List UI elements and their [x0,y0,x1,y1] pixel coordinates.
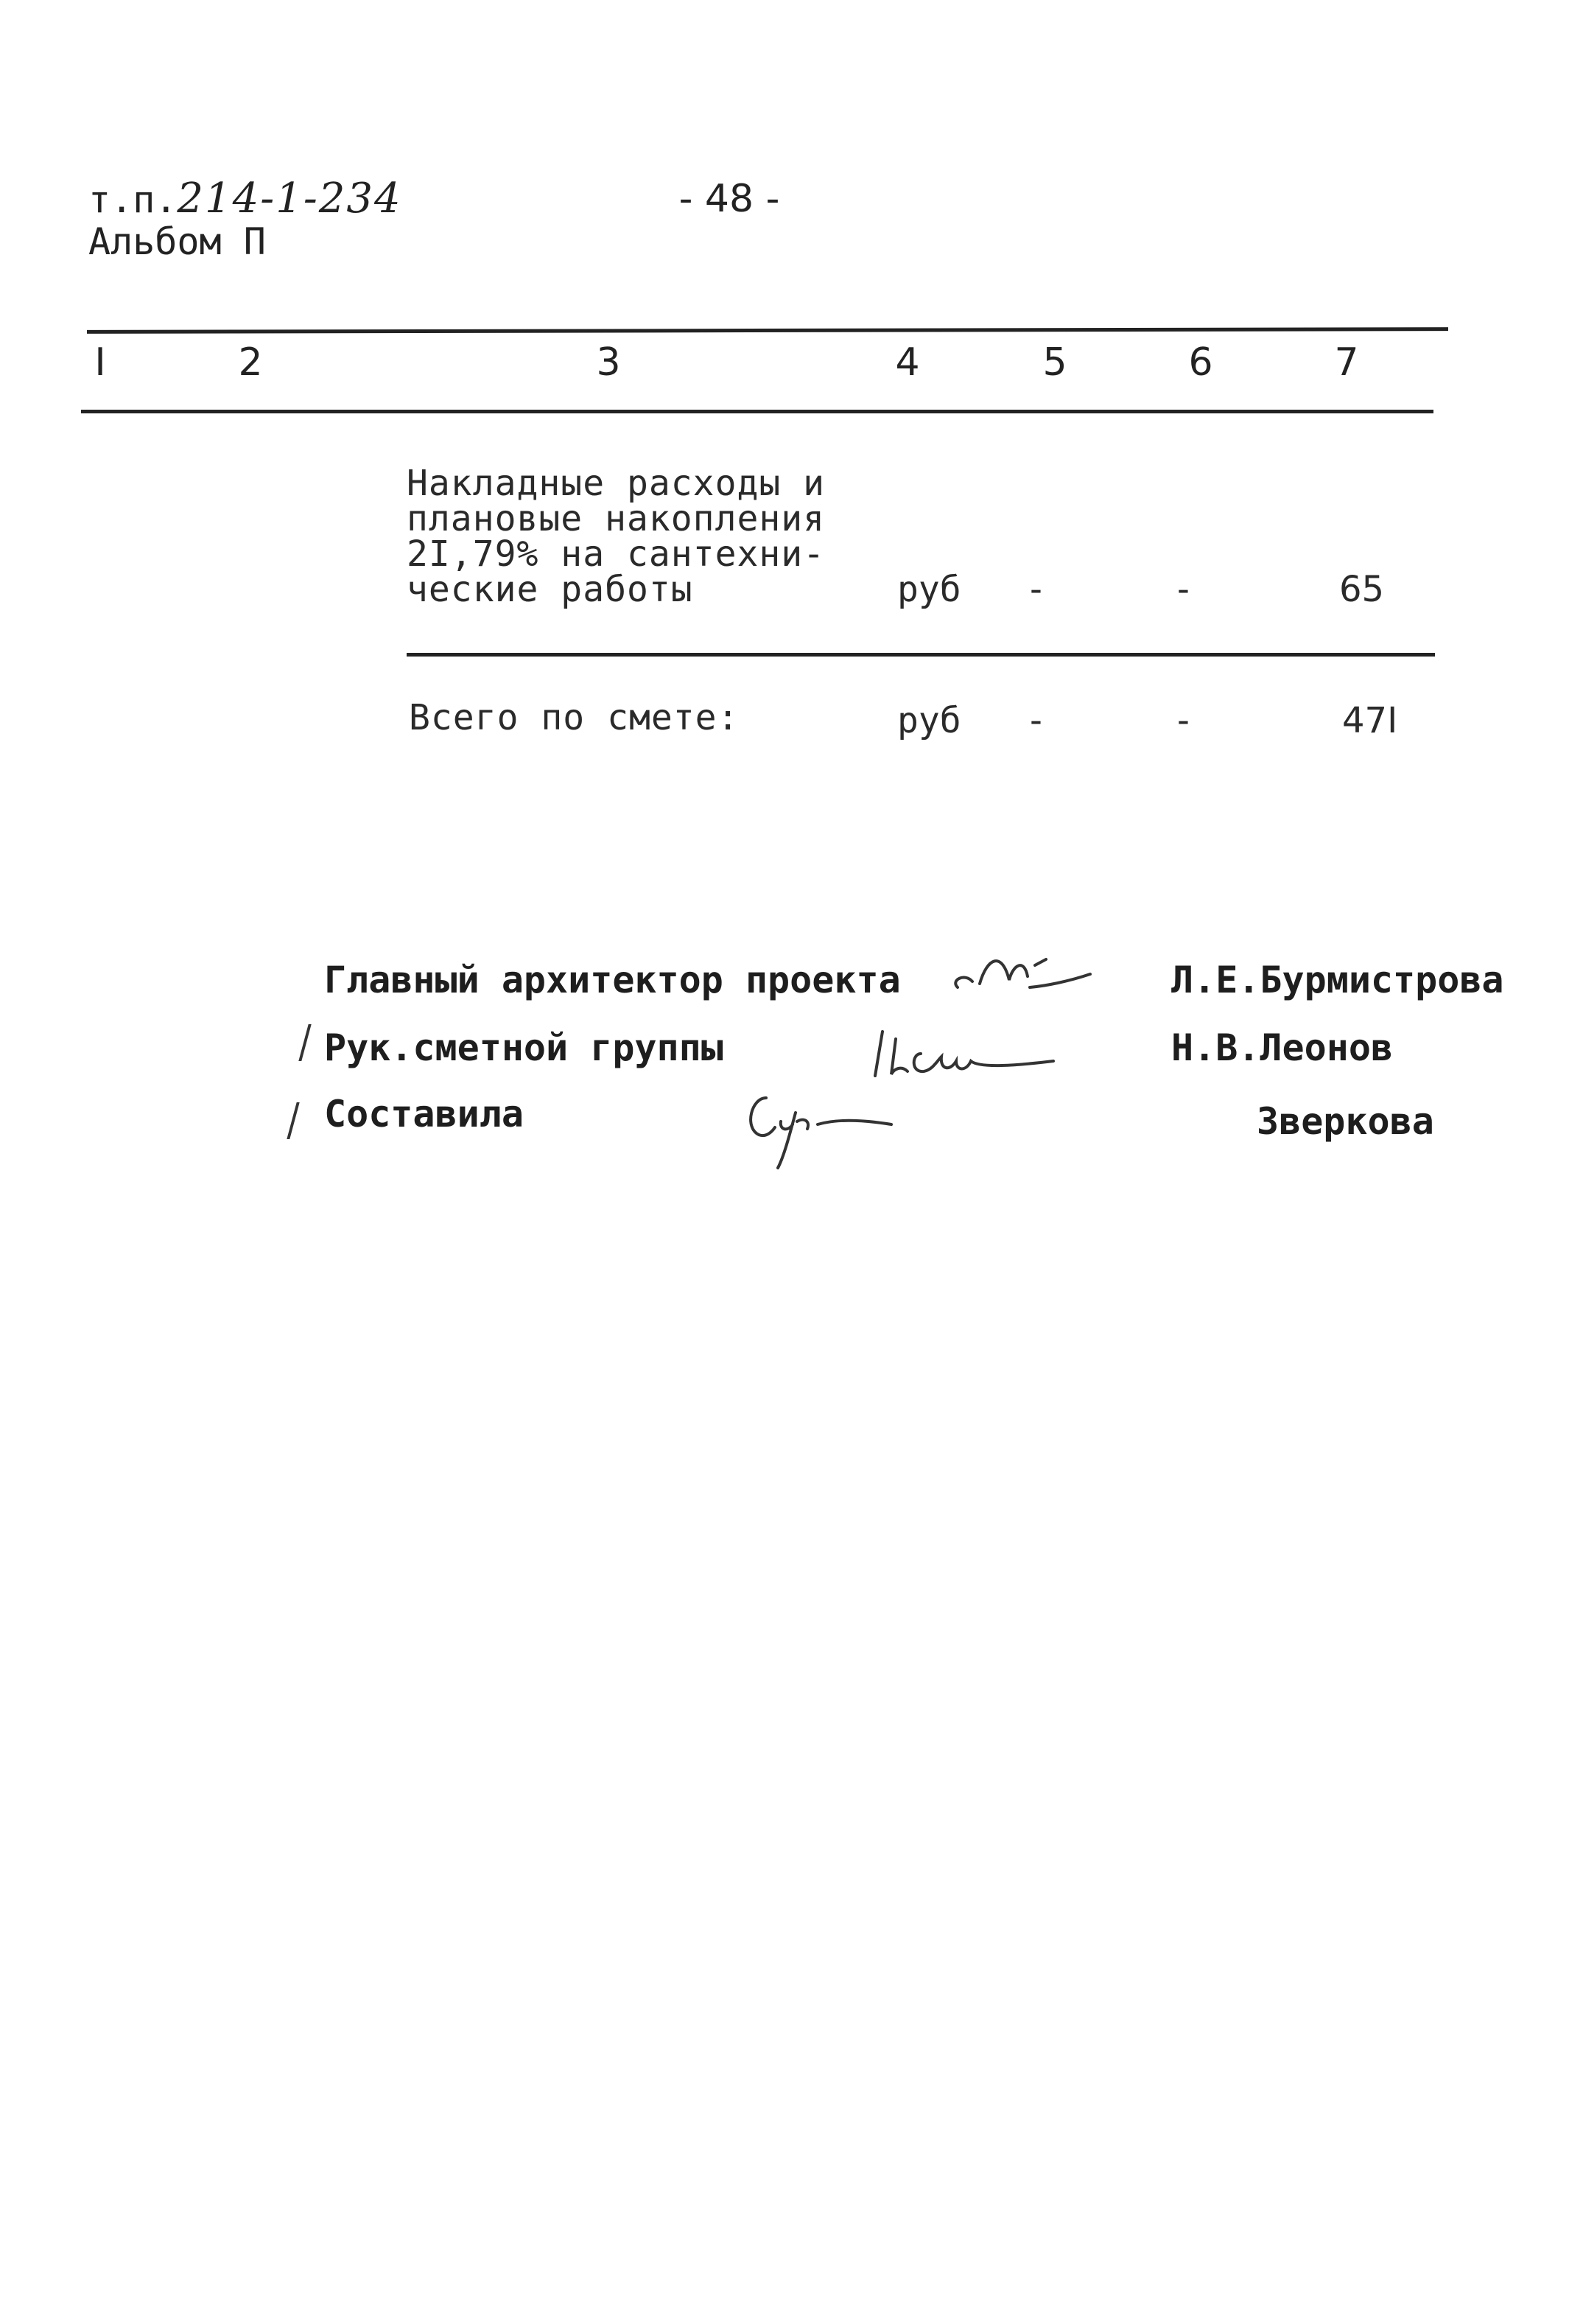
total-unit: руб [897,700,961,741]
handwritten-signature-3 [737,1076,913,1172]
row-description: Накладные расходы и плановые накопления 2I,79% на сантехни- ческие работы [407,463,826,610]
row-unit: руб [897,569,961,610]
signature-role-compiler: Составила [324,1093,524,1135]
signature-role-chief-architect: Главный архитектор проекта [324,959,901,1001]
column-header-1: I [94,340,106,385]
row-col6: - [1173,569,1194,610]
row-value: 65 [1339,569,1385,610]
column-header-2: 2 [238,340,263,385]
table-top-rule [87,327,1448,334]
column-header-3: 3 [596,340,621,385]
signature-role-estimate-group-head: Рук.сметной группы [324,1026,723,1069]
margin-mark [298,1024,311,1061]
total-label: Всего по смете: [409,697,740,738]
doc-prefix: т.п. [88,178,178,221]
album-label: Альбом П [88,220,266,263]
column-header-4: 4 [895,340,920,385]
document-code [88,177,402,222]
handwritten-signature-2 [869,1009,1075,1083]
row-col5: - [1025,569,1047,610]
signature-name-chief-architect: Л.Е.Бурмистрова [1171,959,1504,1001]
column-header-6: 6 [1188,340,1213,385]
total-value: 47I [1342,700,1398,741]
signature-name-compiler: Зверкова [1257,1100,1434,1143]
column-header-5: 5 [1042,340,1067,385]
subtotal-rule [407,653,1435,657]
page-number: - 48 - [678,177,780,221]
header-bottom-rule [81,410,1433,413]
handwritten-signature-1 [943,936,1105,1002]
column-header-7: 7 [1334,340,1359,385]
signature-name-estimate-group-head: Н.В.Леонов [1171,1026,1394,1069]
doc-number: 214-1-234 [177,175,402,223]
total-col5: - [1025,700,1047,741]
total-col6: - [1173,700,1194,741]
margin-mark [287,1102,299,1139]
